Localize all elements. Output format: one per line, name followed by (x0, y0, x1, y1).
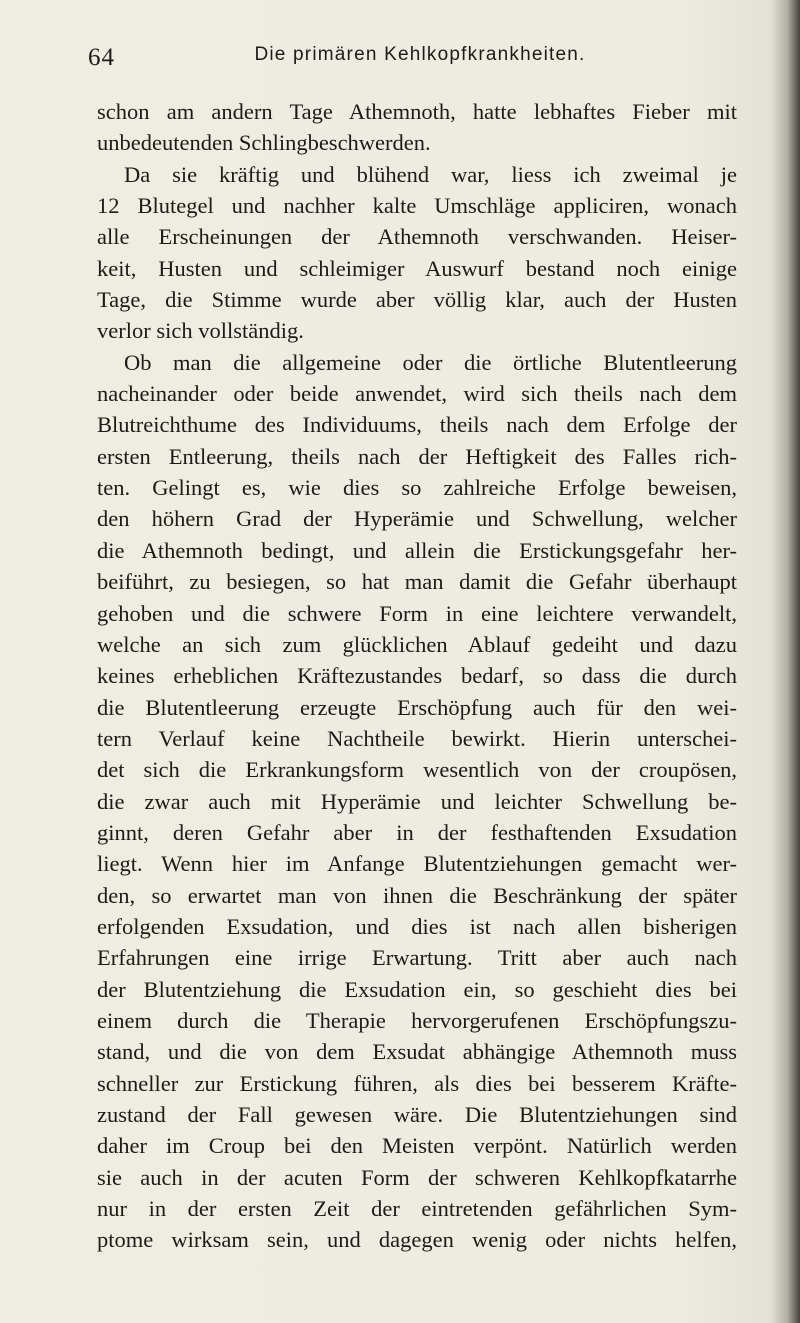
text-line: den höhern Grad der Hyperämie und Schwellung, welcher (97, 506, 737, 532)
text-line: stand, und die von dem Exsudat abhängige Athemnoth muss (97, 1039, 737, 1065)
text-line: Erfahrungen eine irrige Erwartung. Tritt aber auch nach (97, 945, 737, 971)
text-line: tern Verlauf keine Nachtheile bewirkt. Hierin unterschei- (97, 725, 737, 751)
text-line: sie auch in der acuten Form der schweren Kehlkopfkatarrhe (97, 1164, 737, 1190)
text-line: ersten Entleerung, theils nach der Heftigkeit des Falles rich- (97, 443, 737, 469)
page-edge-shadow (772, 0, 800, 1323)
text-line: erfolgenden Exsudation, und dies ist nach allen bisherigen (97, 913, 737, 939)
text-line: die zwar auch mit Hyperämie und leichter Schwellung be- (97, 788, 737, 814)
text-line: Blutreichthume des Individuums, theils nach dem Erfolge der (97, 412, 737, 438)
text-line: Ob man die allgemeine oder die örtliche Blutentleerung (124, 349, 737, 375)
running-head (0, 44, 800, 74)
running-title: Die primären Kehlkopfkrankheiten. (254, 44, 586, 65)
text-line: der Blutentziehung die Exsudation ein, so geschieht dies bei (97, 976, 737, 1002)
text-line: nacheinander oder beide anwendet, wird sich theils nach dem (97, 381, 737, 407)
text-line: keines erheblichen Kräftezustandes bedarf, so dass die durch (97, 663, 737, 689)
text-line: schneller zur Erstickung führen, als dies bei besserem Kräfte- (97, 1070, 737, 1096)
text-line: liegt. Wenn hier im Anfange Blutentziehungen gemacht wer- (97, 851, 737, 877)
text-line: ten. Gelingt es, wie dies so zahlreiche Erfolge beweisen, (97, 475, 737, 501)
text-line: alle Erscheinungen der Athemnoth verschwanden. Heiser- (97, 224, 737, 250)
text-line: keit, Husten und schleimiger Auswurf bestand noch einige (97, 255, 737, 281)
text-line: ginnt, deren Gefahr aber in der festhaftenden Exsudation (97, 819, 737, 845)
body-text (97, 96, 737, 1256)
text-line: verlor sich vollständig. (97, 318, 304, 344)
text-line: ptome wirksam sein, und dagegen wenig oder nichts helfen, (97, 1227, 737, 1253)
text-line: Tage, die Stimme wurde aber völlig klar, auch der Husten (97, 287, 737, 313)
text-line: nur in der ersten Zeit der eintretenden gefährlichen Sym- (97, 1196, 737, 1222)
text-line: det sich die Erkrankungsform wesentlich von der croupösen, (97, 757, 737, 783)
text-line: 12 Blutegel und nachher kalte Umschläge appliciren, wonach (97, 193, 737, 219)
text-line: zustand der Fall gewesen wäre. Die Blutentziehungen sind (97, 1102, 737, 1127)
text-line: daher im Croup bei den Meisten verpönt. Natürlich werden (97, 1133, 737, 1159)
text-line: den, so erwartet man von ihnen die Beschränkung der später (97, 882, 737, 908)
text-line: beiführt, zu besiegen, so hat man damit die Gefahr überhaupt (97, 569, 737, 595)
text-line: einem durch die Therapie hervorgerufenen Erschöpfungszu- (97, 1007, 737, 1033)
text-line: gehoben und die schwere Form in eine leichtere verwandelt, (97, 600, 737, 626)
text-line: die Athemnoth bedingt, und allein die Erstickungsgefahr her- (97, 537, 737, 563)
text-line: unbedeutenden Schlingbeschwerden. (97, 130, 431, 156)
text-line: welche an sich zum glücklichen Ablauf gedeiht und dazu (97, 631, 737, 657)
text-line: schon am andern Tage Athemnoth, hatte lebhaftes Fieber mit (97, 99, 737, 124)
text-line: Da sie kräftig und blühend war, liess ich zweimal je (124, 161, 737, 187)
text-line: die Blutentleerung erzeugte Erschöpfung auch für den wei- (97, 694, 737, 720)
page-number: 64 (88, 44, 115, 71)
